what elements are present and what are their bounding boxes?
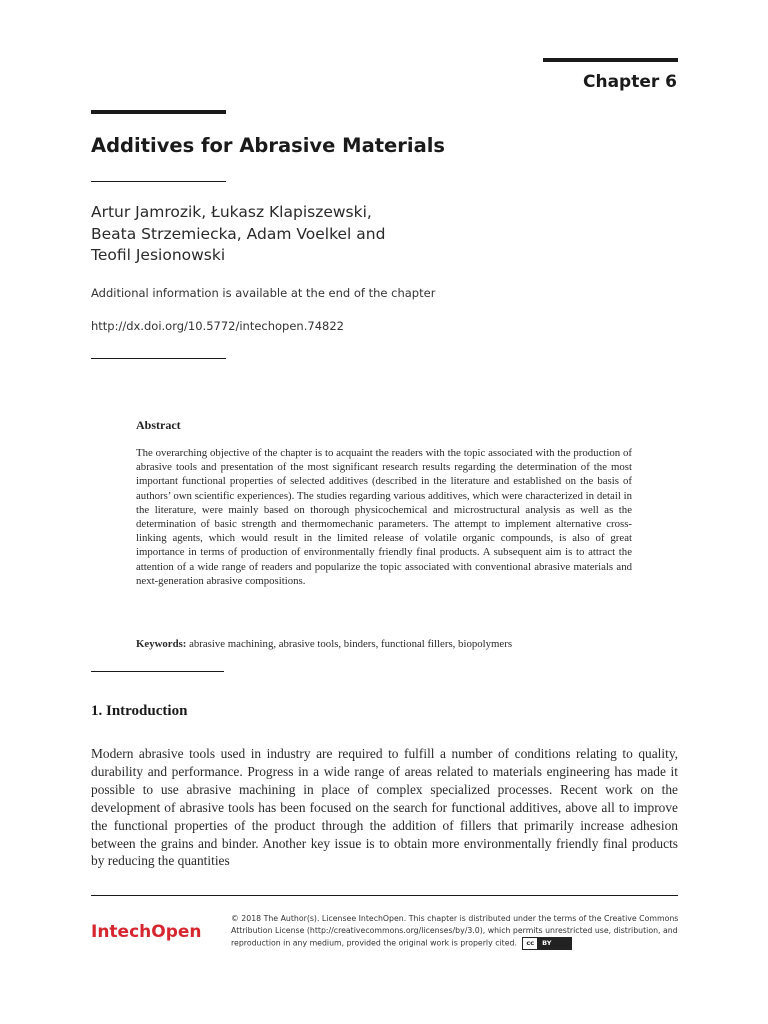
- chapter-rule: [543, 58, 678, 62]
- publisher-logo: IntechOpen: [91, 922, 202, 942]
- cc-badge-label: cc: [523, 938, 538, 949]
- additional-info: Additional information is available at the end of the chapter: [91, 286, 436, 300]
- license-text: © 2018 The Author(s). Licensee IntechOpen. This chapter is distributed under the terms of the Creative Commons Attribution License (http://creativecommons.org/licenses/by/3.0), which permits unrestricted use, distribution, and reproduction in any medium, provided the original work is properly cited.: [231, 914, 679, 948]
- keywords-label: Keywords:: [136, 638, 187, 650]
- abstract-body: The overarching objective of the chapter is to acquaint the readers with the topic associated with the production of abrasive tools and presentation of the most significant research results regarding the determination of the most important functional properties of selected additives (described in the literature and established on the basis of authors’ own scientific experiences). The studies regarding various additives, which were characterized in detail in the literature, were mainly based on thorough physicochemical and microstructural analysis as well as the determination of basic strength and thermomechanic parameters. The attempt to implement alternative cross-linking agents, which would result in the limited release of volatile organic compounds, is also of great importance in terms of production of environmentally friendly final products. A subsequent aim is to attract the attention of a wide range of readers and popularize the topic associated with conventional abrasive materials and next-generation abrasive compositions.: [136, 447, 632, 587]
- cc-by-icon[interactable]: [522, 937, 572, 950]
- author-list: [91, 202, 385, 267]
- title-rule: [91, 110, 226, 114]
- author-line: Artur Jamrozik, Łukasz Klapiszewski,: [91, 203, 372, 221]
- divider-rule: [91, 671, 224, 672]
- author-line: Beata Strzemiecka, Adam Voelkel and: [91, 224, 386, 243]
- footer-rule: [91, 895, 678, 896]
- section-heading: 1. Introduction: [91, 703, 188, 719]
- chapter-title: Additives for Abrasive Materials: [91, 134, 446, 157]
- divider-rule: [91, 358, 226, 359]
- keywords-line: [136, 638, 632, 650]
- chapter-label: Chapter 6: [582, 72, 677, 92]
- license-notice: [231, 913, 683, 950]
- keywords-list: abrasive machining, abrasive tools, binders, functional fillers, biopolymers: [189, 638, 513, 650]
- section-body: Modern abrasive tools used in industry are required to fulfill a number of conditions relating to quality, durability and performance. Progress in a wide range of areas related to materials engineering has made it possible to use abrasive machining in place of complex specialized processes. Recent work on the development of abrasive tools has been focused on the search for functional additives, above all to improve the functional properties of the product through the addition of fillers that primarily increase adhesion between the grains and binder. Another key issue is to obtain more environmentally friendly final products by reducing the quantities: [91, 746, 678, 869]
- divider-rule: [91, 181, 226, 182]
- author-line: Teofil Jesionowski: [91, 246, 226, 264]
- doi-link[interactable]: http://dx.doi.org/10.5772/intechopen.74822: [91, 319, 344, 333]
- by-badge-label: BY: [538, 938, 571, 949]
- abstract-heading: Abstract: [136, 418, 181, 432]
